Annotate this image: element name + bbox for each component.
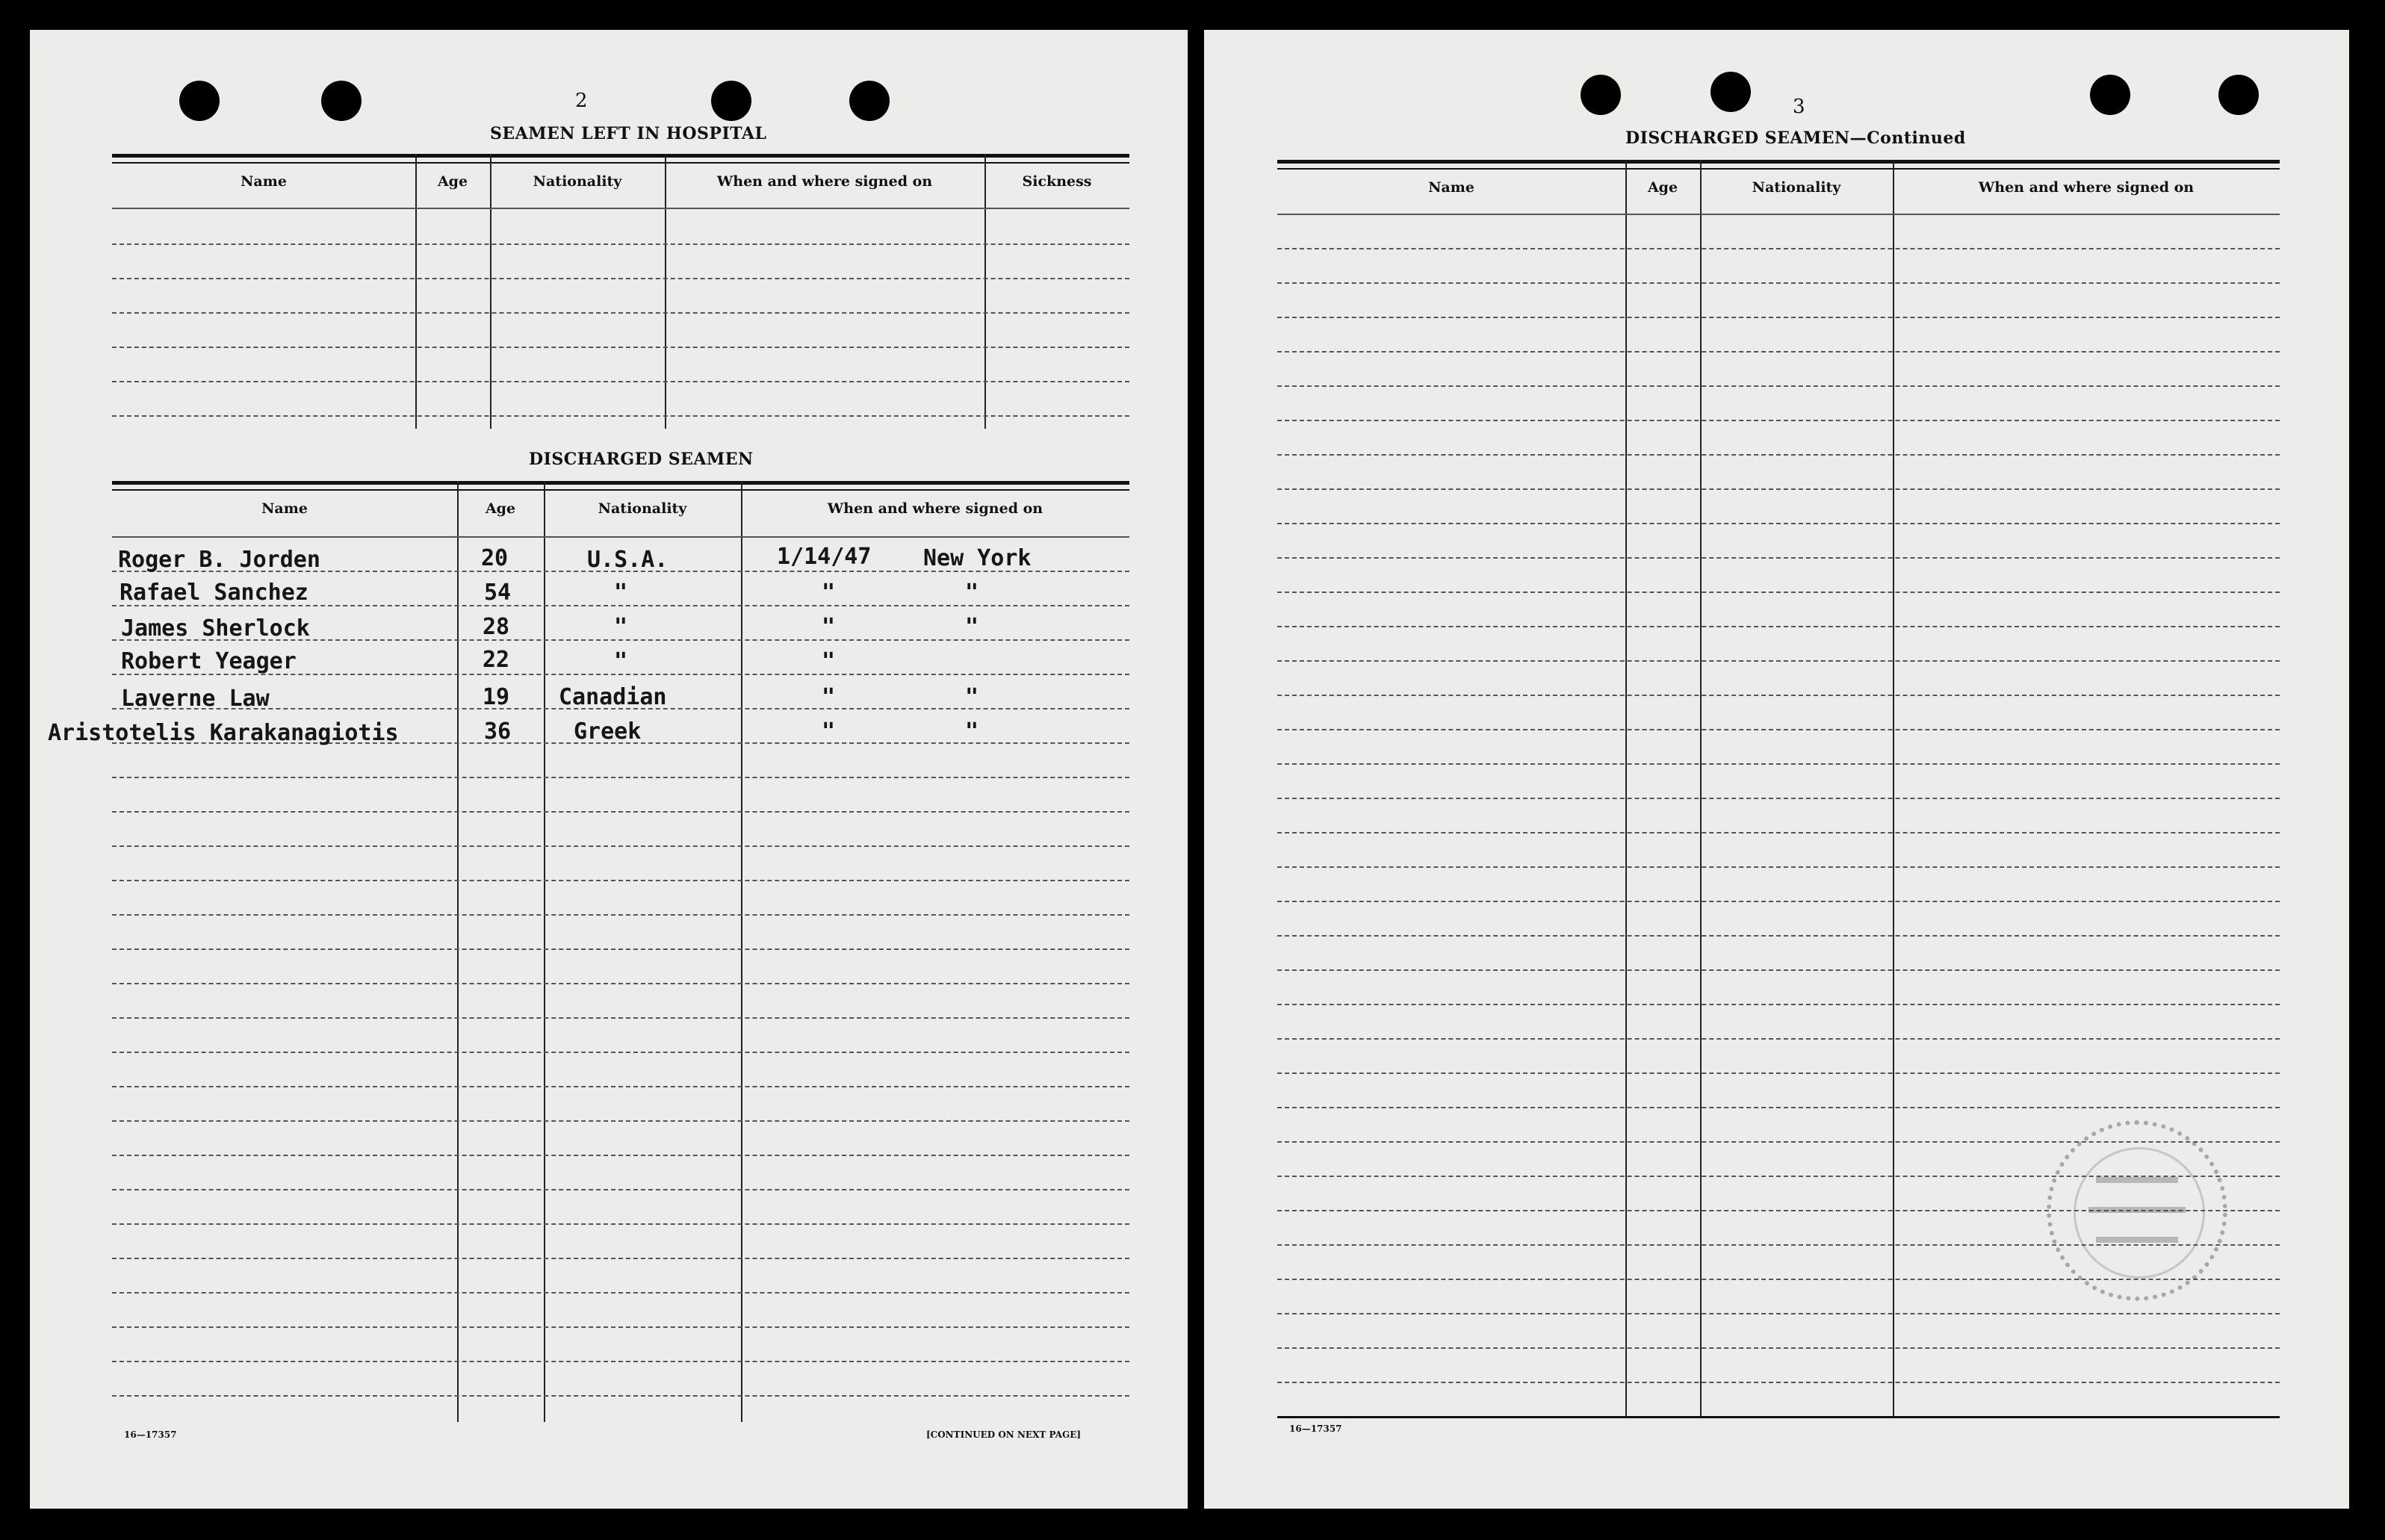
- seaman-age: 28: [483, 614, 510, 640]
- seaman-name: Roger B. Jorden: [118, 547, 320, 573]
- discharged-section-title: DISCHARGED SEAMEN: [529, 450, 754, 469]
- col-header-signed-on: When and where signed on: [1978, 179, 2195, 196]
- punch-hole: [2218, 75, 2259, 115]
- hospital-section-title: SEAMEN LEFT IN HOSPITAL: [490, 124, 767, 143]
- seaman-nationality: U.S.A.: [587, 547, 669, 573]
- seaman-age: 36: [484, 718, 512, 745]
- col-header-name: Name: [241, 173, 287, 190]
- seaman-age: 54: [484, 580, 512, 606]
- seaman-age: 19: [483, 684, 510, 710]
- form-number-right: 16—17357: [1289, 1423, 1342, 1434]
- seaman-name: Rafael Sanchez: [120, 580, 308, 606]
- col-header-name: Name: [1428, 179, 1474, 196]
- signed-on-date: ": [822, 718, 836, 745]
- signed-on-date: ": [822, 684, 836, 710]
- signed-on-date: 1/14/47: [777, 544, 872, 570]
- col-header-age: Age: [1647, 179, 1678, 196]
- col-header-nationality: Nationality: [533, 173, 622, 190]
- seaman-nationality: Greek: [574, 718, 642, 745]
- signed-on-date: ": [822, 648, 836, 674]
- col-header-age: Age: [437, 173, 468, 190]
- punch-hole: [1711, 72, 1751, 112]
- seaman-nationality: Canadian: [559, 684, 667, 710]
- col-header-nationality: Nationality: [1752, 179, 1841, 196]
- discharged-continued-title: DISCHARGED SEAMEN—Continued: [1625, 128, 1966, 148]
- signed-on-place: ": [965, 580, 979, 606]
- col-header-nationality: Nationality: [598, 500, 687, 517]
- col-header-name: Name: [261, 500, 308, 517]
- col-header-age: Age: [485, 500, 516, 517]
- signed-on-date: ": [822, 614, 836, 640]
- page-number-right: 3: [1793, 96, 1805, 118]
- signed-on-place: New York: [923, 545, 1032, 571]
- col-header-signed-on: When and where signed on: [827, 500, 1043, 517]
- col-header-sickness: Sickness: [1022, 173, 1092, 190]
- continued-note: [CONTINUED ON NEXT PAGE]: [926, 1429, 1082, 1440]
- punch-hole: [321, 81, 362, 121]
- punch-hole: [711, 81, 751, 121]
- punch-hole: [849, 81, 890, 121]
- hospital-table: [112, 154, 1129, 429]
- signed-on-place: ": [965, 614, 979, 640]
- seaman-nationality: ": [614, 580, 628, 606]
- col-header-signed-on: When and where signed on: [716, 173, 933, 190]
- signed-on-place: ": [965, 684, 979, 710]
- seaman-name: Robert Yeager: [121, 648, 297, 674]
- punch-hole: [1581, 75, 1621, 115]
- page-fold: [1188, 30, 1204, 1509]
- punch-hole: [2090, 75, 2130, 115]
- seaman-nationality: ": [614, 614, 628, 640]
- punch-hole: [179, 81, 220, 121]
- seaman-age: 20: [481, 545, 509, 571]
- page-number-left: 2: [575, 90, 588, 112]
- signed-on-place: ": [965, 718, 979, 745]
- seaman-name: Laverne Law: [121, 686, 270, 712]
- seaman-name: James Sherlock: [121, 615, 310, 642]
- seaman-nationality: ": [614, 648, 628, 674]
- official-stamp: [2047, 1120, 2227, 1301]
- seaman-name: Aristotelis Karakanagiotis: [48, 720, 399, 746]
- signed-on-date: ": [822, 580, 836, 606]
- form-number-left: 16—17357: [124, 1429, 177, 1440]
- seaman-age: 22: [483, 647, 510, 673]
